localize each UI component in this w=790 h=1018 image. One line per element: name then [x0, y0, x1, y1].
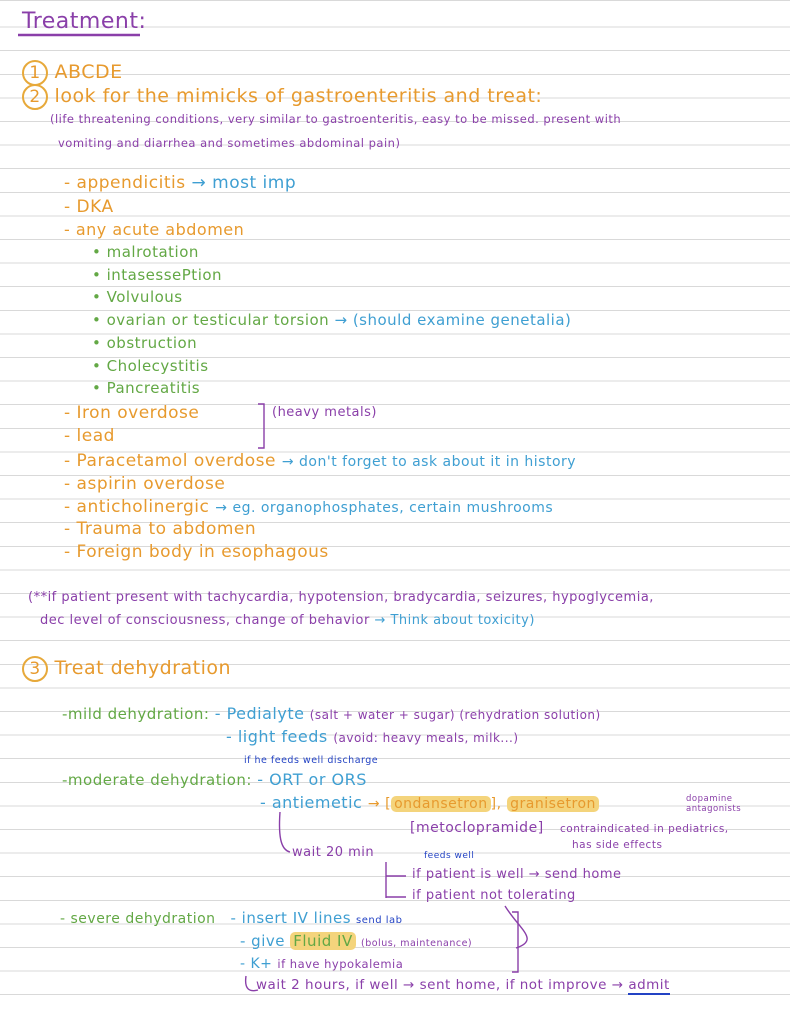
- mimic-trauma: - Trauma to abdomen: [64, 519, 257, 539]
- page-title-text: Treatment:: [22, 9, 147, 34]
- mimics-note-line2: vomiting and diarrhea and sometimes abdominal pain): [58, 136, 401, 150]
- toxicity-note-line1: (**if patient present with tachycardia, hypotension, bradycardia, seizures, hypoglycemia,: [28, 590, 654, 605]
- bullet-volvulus: • Volvulous: [92, 288, 183, 306]
- wait-20-min: wait 20 min: [292, 845, 375, 860]
- send-home: send home: [544, 867, 622, 882]
- admit: admit: [628, 977, 670, 993]
- mild-dehydration-label: -mild dehydration:: [62, 705, 210, 723]
- wait-2-hours-arrow: [246, 976, 258, 991]
- potassium-label: - K+: [240, 956, 273, 972]
- mild-light-feeds-note: (avoid: heavy meals, milk...): [333, 731, 519, 745]
- wait-2-hours-text: wait 2 hours, if well → sent home, if not improve →: [256, 977, 624, 993]
- moderate-ort: - ORT or ORS: [257, 770, 367, 789]
- bullet-malrotation: • malrotation: [92, 243, 199, 261]
- metoclopramide: metoclopramide: [415, 820, 538, 836]
- insert-iv-lines: - insert IV lines: [230, 909, 352, 927]
- moderate-antiemetic: - antiemetic → [ ondansetron ], granisetron: [260, 795, 599, 812]
- mimic-appendicitis-note: → most imp: [191, 173, 297, 193]
- mild-pedialyte: - Pedialyte: [214, 704, 305, 723]
- if-patient-not-tolerating: if patient not tolerating: [412, 888, 576, 903]
- step-two-number: 2: [22, 84, 48, 110]
- feeds-well-discharge-note: if he feeds well discharge: [244, 755, 379, 766]
- fluid-iv: Fluid IV: [290, 932, 355, 950]
- dopamine-line1: dopamine: [686, 794, 733, 804]
- step-two-text: look for the mimicks of gastroenteritis and treat:: [54, 85, 543, 107]
- moderate-dehydration-label: -moderate dehydration:: [62, 771, 252, 789]
- toxicity-note-line2-arrow: → Think about toxicity): [374, 613, 535, 628]
- bullet-torsion-note: → (should examine genetalia): [334, 311, 572, 329]
- mimic-aspirin: - aspirin overdose: [64, 474, 226, 494]
- mimic-lead: - lead: [64, 426, 115, 446]
- mimic-dka: - DKA: [64, 197, 114, 217]
- potassium-note: if have hypokalemia: [277, 957, 404, 971]
- mimics-note-line1: (life threatening conditions, very similar to gastroenteritis, easy to be missed. present with: [50, 112, 622, 126]
- severe-dehydration-label: - severe dehydration: [60, 911, 216, 927]
- mimic-acute-abdomen: - any acute abdomen: [64, 220, 245, 239]
- metals-bracket: [258, 404, 264, 448]
- mimic-paracetamol-note: → don't forget to ask about it in history: [281, 454, 577, 470]
- mild-pedialyte-note: (salt + water + sugar) (rehydration solution): [309, 708, 601, 722]
- mimic-appendicitis-label: - appendicitis: [64, 173, 186, 193]
- bullet-intussusception: • intasessePtion: [92, 266, 223, 284]
- dopamine-line2: antagonists: [686, 803, 742, 814]
- moderate-antiemetic-label: - antiemetic: [260, 793, 363, 812]
- toxicity-note-line2-text: dec level of consciousness, change of behavior: [40, 613, 370, 628]
- wait-20-branch: [386, 862, 406, 898]
- granisetron: granisetron: [507, 796, 599, 812]
- wait-20-arrow-down: [279, 812, 290, 852]
- contraindicated-line1: contraindicated in pediatrics,: [560, 823, 729, 835]
- give-label: - give: [240, 932, 285, 950]
- mimic-foreign-body: - Foreign body in esophagous: [64, 542, 329, 562]
- mimic-iron-overdose: - Iron overdose: [64, 403, 200, 423]
- step-three-number: 3: [22, 656, 48, 682]
- severe-bracket: [512, 912, 518, 972]
- bullet-torsion-label: • ovarian or testicular torsion: [92, 311, 330, 329]
- if-patient-well: if patient is well → send home: [412, 867, 622, 882]
- contraindicated-line2: has side effects: [572, 838, 663, 851]
- bolus-maintenance: (bolus, maintenance): [361, 938, 473, 949]
- bullet-pancreatitis: • Pancreatitis: [92, 379, 201, 397]
- ondansetron: ondansetron: [391, 796, 491, 812]
- step-one-text: ABCDE: [54, 61, 123, 83]
- heavy-metals-note: (heavy metals): [272, 405, 377, 420]
- mimic-anticholinergic-label: - anticholinergic: [64, 497, 210, 517]
- if-patient-well-label: if patient is well: [412, 867, 525, 882]
- mimic-paracetamol-label: - Paracetamol overdose: [64, 451, 276, 471]
- metoclopramide-row: [metoclopramide]: [410, 820, 544, 836]
- bullet-obstruction: • obstruction: [92, 334, 198, 352]
- send-lab: send lab: [356, 915, 403, 926]
- step-three-text: Treat dehydration: [54, 657, 232, 679]
- step-one-number: 1: [22, 60, 48, 86]
- mimic-anticholinergic-note: → eg. organophosphates, certain mushrooms: [215, 500, 554, 516]
- bullet-cholecystitis: • Cholecystitis: [92, 357, 209, 375]
- mild-light-feeds-label: - light feeds: [226, 727, 328, 746]
- feeds-well-label: feeds well: [424, 851, 475, 861]
